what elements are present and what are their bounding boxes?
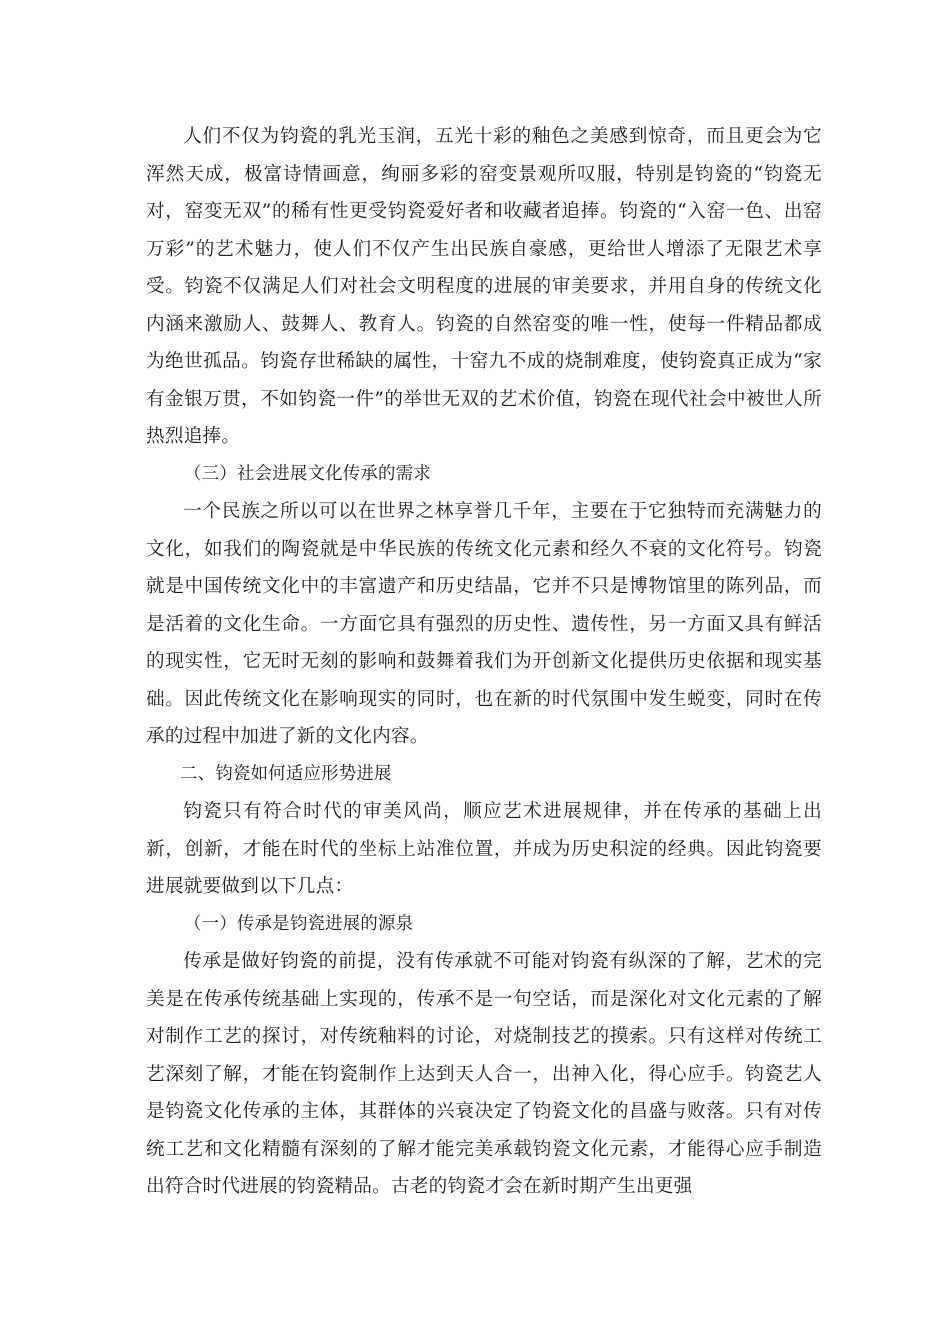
body-paragraph-porcelain-value: 人们不仅为钧瓷的乳光玉润，五光十彩的釉色之美感到惊奇，而且更会为它浑然天成，极富诗情画意，绚丽多彩的窑变景观所叹服，特别是钧瓷的“钧瓷无对，窑变无双”的稀有性更受钧瓷爱好者和收藏者追捧。钧瓷的“入窑一色、出窑万彩”的艺术魅力，使人们不仅产生出民族自豪感，更给世人增添了无限艺术享受。钧瓷不仅满足人们对社会文明程度的进展的审美要求，并用自身的传统文化内涵来激励人、鼓舞人、教育人。钧瓷的自然窑变的唯一性，使每一件精品都成为绝世孤品。钧瓷存世稀缺的属性，十窑九不成的烧制难度，使钧瓷真正成为“家有金银万贯，不如钧瓷一件”的举世无双的艺术价值，钧瓷在现代社会中被世人所热烈追捧。 — [146, 126, 822, 447]
section-heading-inheritance-source: （一）传承是钧瓷进展的源泉 — [184, 913, 414, 934]
chapter-heading-adapt-development: 二、钧瓷如何适应形势进展 — [180, 763, 392, 784]
body-paragraph-inheritance: 传承是做好钧瓷的前提，没有传承就不可能对钧瓷有纵深的了解，艺术的完美是在传承传统基础上实现的，传承不是一句空话，而是深化对文化元素的了解对制作工艺的探讨，对传统釉料的讨论，对烧制技艺的摸索。只有这样对传统工艺深刻了解，才能在钧瓷制作上达到天人合一，出神入化，得心应手。钧瓷艺人是钧瓷文化传承的主体，其群体的兴衰决定了钧瓷文化的昌盛与败落。只有对传统工艺和文化精髓有深刻的了解才能完美承载钧瓷文化元素，才能得心应手制造出符合时代进展的钧瓷精品。古老的钧瓷才会在新时期产生出更强 — [146, 951, 822, 1197]
body-paragraph-era-aesthetics: 钧瓷只有符合时代的审美风尚，顺应艺术进展规律，并在传承的基础上出新，创新，才能在时代的坐标上站准位置，并成为历史积淀的经典。因此钧瓷要进展就要做到以下几点： — [146, 801, 822, 897]
section-heading-social-culture: （三）社会进展文化传承的需求 — [184, 463, 431, 484]
body-paragraph-national-culture: 一个民族之所以可以在世界之林享誉几千年，主要在于它独特而充满魅力的文化，如我们的陶瓷就是中华民族的传统文化元素和经久不衰的文化符号。钧瓷就是中国传统文化中的丰富遗产和历史结晶，它并不只是博物馆里的陈列品，而是活着的文化生命。一方面它具有强烈的历史性、遗传性，另一方面又具有鲜活的现实性，它无时无刻的影响和鼓舞着我们为开创新文化提供历史依据和现实基础。因此传统文化在影响现实的同时，也在新的时代氛围中发生蜕变，同时在传承的过程中加进了新的文化内容。 — [146, 501, 822, 747]
document-page — [146, 118, 822, 1206]
